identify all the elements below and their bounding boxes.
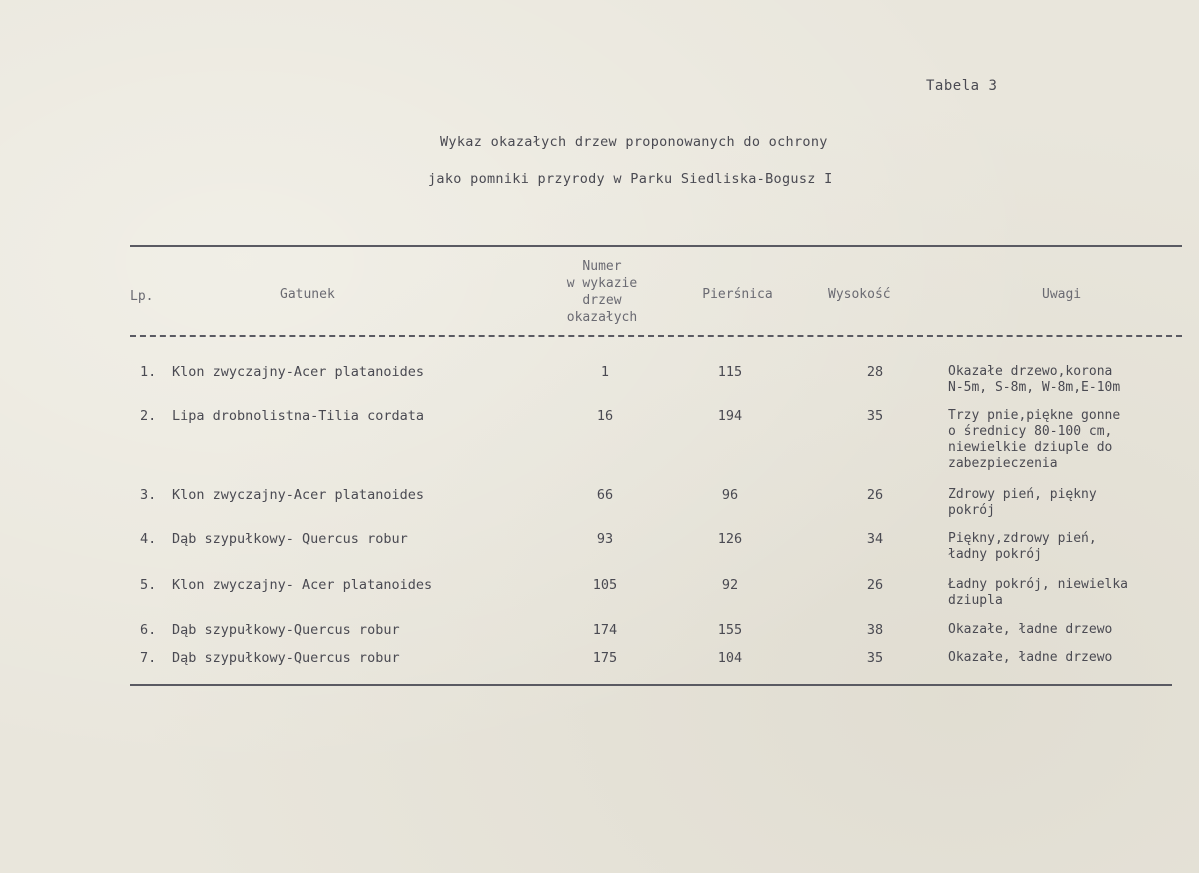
cell-uwagi-line: N-5m, S-8m, W-8m,E-10m: [948, 380, 1121, 395]
cell-uwagi: [948, 577, 1198, 609]
cell-numer: 174: [592, 622, 618, 638]
title-line-1: Wykaz okazałych drzew proponowanych do ochrony: [440, 134, 828, 150]
cell-uwagi-line: ładny pokrój: [948, 547, 1042, 562]
cell-gatunek: Dąb szypułkowy-Quercus robur: [172, 650, 400, 666]
cell-uwagi-line: o średnicy 80-100 cm,: [948, 424, 1113, 439]
cell-uwagi-line: zabezpieczenia: [948, 456, 1058, 471]
cell-numer: 16: [596, 408, 614, 424]
cell-gatunek: Dąb szypułkowy- Quercus robur: [172, 531, 408, 547]
col-header-lp: Lp.: [130, 289, 154, 304]
cell-numer: 1: [600, 364, 610, 380]
cell-uwagi-line: niewielkie dziuple do: [948, 440, 1113, 455]
cell-wysokosc: 28: [866, 364, 884, 380]
cell-lp: 6.: [140, 622, 157, 638]
cell-wysokosc: 35: [866, 408, 884, 424]
cell-uwagi-line: Piękny,zdrowy pień,: [948, 531, 1097, 546]
cell-uwagi-line: Okazałe drzewo,korona: [948, 364, 1113, 379]
col-header-numer: [552, 258, 652, 326]
cell-uwagi-line: Zdrowy pień, piękny: [948, 487, 1097, 502]
col-header-gatunek: Gatunek: [280, 287, 335, 302]
title-line-2: jako pomniki przyrody w Parku Siedliska-Bogusz I: [428, 171, 833, 187]
col-header-numer-line: Numer: [582, 259, 622, 274]
cell-numer: 105: [592, 577, 618, 593]
cell-gatunek: Lipa drobnolistna-Tilia cordata: [172, 408, 424, 424]
cell-uwagi: [948, 650, 1198, 666]
cell-lp: 1.: [140, 364, 157, 380]
cell-lp: 3.: [140, 487, 157, 503]
cell-piersnica: 104: [717, 650, 743, 666]
cell-uwagi: [948, 622, 1198, 638]
table-bottom-rule: [130, 684, 1172, 686]
cell-uwagi-line: Trzy pnie,piękne gonne: [948, 408, 1121, 423]
cell-gatunek: Klon zwyczajny- Acer platanoides: [172, 577, 433, 593]
cell-uwagi: [948, 408, 1198, 472]
col-header-piersnica: Pierśnica: [702, 287, 773, 302]
cell-wysokosc: 26: [866, 487, 884, 503]
cell-piersnica: 155: [717, 622, 743, 638]
table-top-rule: [130, 245, 1182, 247]
col-header-numer-line: drzew: [582, 293, 622, 308]
cell-lp: 2.: [140, 408, 157, 424]
cell-lp: 4.: [140, 531, 157, 547]
cell-wysokosc: 35: [866, 650, 884, 666]
cell-gatunek: Dąb szypułkowy-Quercus robur: [172, 622, 400, 638]
col-header-numer-line: okazałych: [566, 310, 638, 325]
cell-piersnica: 194: [717, 408, 743, 424]
cell-piersnica: 126: [717, 531, 743, 547]
cell-lp: 7.: [140, 650, 157, 666]
cell-numer: 66: [596, 487, 614, 503]
cell-lp: 5.: [140, 577, 157, 593]
cell-piersnica: 96: [721, 487, 739, 503]
col-header-uwagi: Uwagi: [1042, 287, 1082, 302]
cell-uwagi-line: Ładny pokrój, niewielka: [948, 577, 1129, 592]
cell-piersnica: 115: [717, 364, 743, 380]
cell-piersnica: 92: [721, 577, 739, 593]
cell-uwagi-line: Okazałe, ładne drzewo: [948, 622, 1113, 637]
col-header-wysokosc: Wysokość: [828, 287, 891, 302]
cell-gatunek: Klon zwyczajny-Acer platanoides: [172, 364, 424, 380]
col-header-numer-line: w wykazie: [566, 276, 638, 291]
cell-gatunek: Klon zwyczajny-Acer platanoides: [172, 487, 424, 503]
cell-uwagi: [948, 531, 1198, 563]
cell-uwagi: [948, 364, 1198, 396]
header-separator-rule: [130, 335, 1182, 337]
cell-uwagi-line: Okazałe, ładne drzewo: [948, 650, 1113, 665]
cell-wysokosc: 38: [866, 622, 884, 638]
cell-wysokosc: 34: [866, 531, 884, 547]
cell-numer: 93: [596, 531, 614, 547]
cell-numer: 175: [592, 650, 618, 666]
table-number: Tabela 3: [926, 78, 998, 94]
cell-wysokosc: 26: [866, 577, 884, 593]
cell-uwagi-line: dziupla: [948, 593, 1003, 608]
cell-uwagi-line: pokrój: [948, 503, 995, 518]
cell-uwagi: [948, 487, 1198, 519]
